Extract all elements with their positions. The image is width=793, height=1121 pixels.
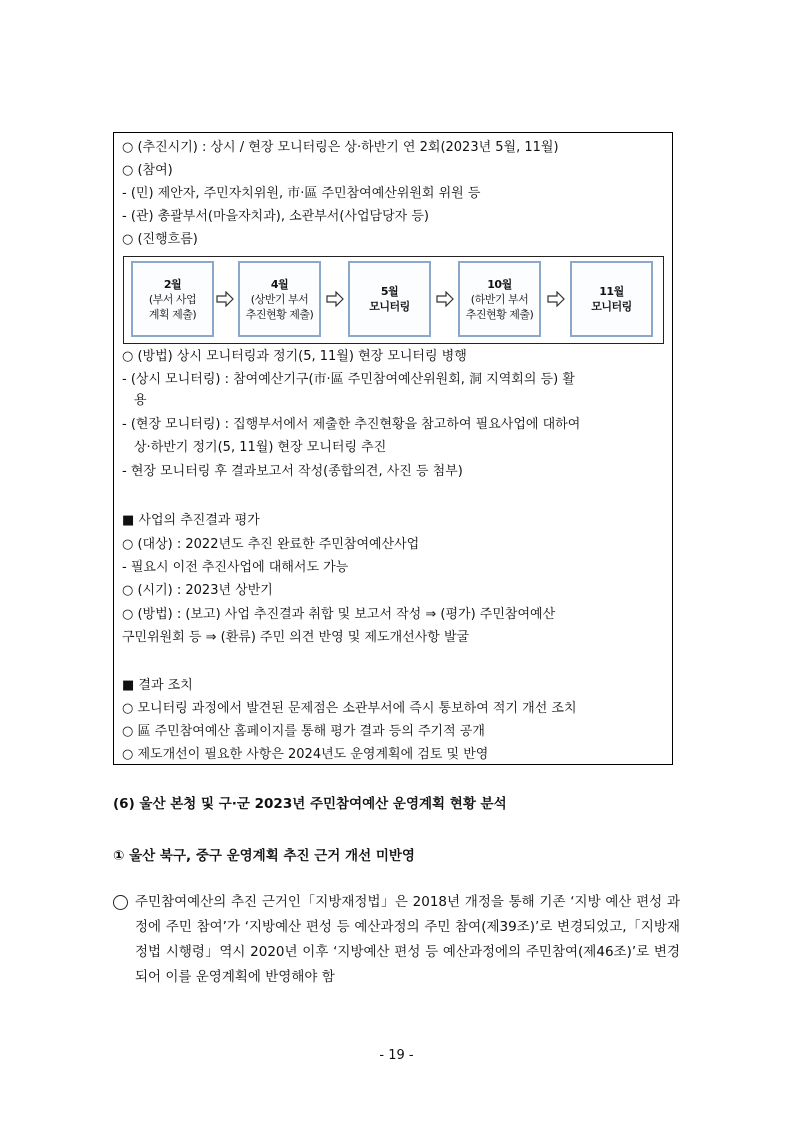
flow-step-line: 추진현황 제출) xyxy=(465,307,534,321)
flow-step-line: 모니터링 xyxy=(591,300,632,313)
page-number: - 19 - xyxy=(379,1048,414,1063)
flow-step xyxy=(348,261,431,337)
box-line: ○ (대상) : 2022년도 추진 완료한 주민참여예산사업 xyxy=(122,537,420,552)
flow-step-line: (부서 사업 xyxy=(148,292,197,306)
flow-step-title: 10월 xyxy=(487,277,512,291)
box-line: - (민) 제안자, 주민자치위원, 市·區 주민참여예산위원회 위원 등 xyxy=(122,186,481,201)
box-line: - 현장 모니터링 후 결과보고서 작성(종합의견, 사진 등 첨부) xyxy=(122,464,463,479)
box-line: ■ 사업의 추진결과 평가 xyxy=(122,513,260,528)
box-line: 상·하반기 정기(5, 11월) 현장 모니터링 추진 xyxy=(134,440,387,455)
flow-step xyxy=(131,261,214,337)
box-line: ○ (방법) : (보고) 사업 추진결과 취합 및 보고서 작성 ⇒ (평가) 주민참여예산 xyxy=(122,607,556,622)
arrow-right-icon xyxy=(547,291,565,307)
box-line: ○ (방법) 상시 모니터링과 정기(5, 11월) 현장 모니터링 병행 xyxy=(122,349,467,364)
arrow-right-icon xyxy=(326,291,344,307)
section-heading: (6) 울산 본청 및 구·군 2023년 주민참여예산 운영계획 현황 분석 xyxy=(113,796,507,812)
flow-step-title: 11월 xyxy=(599,285,624,298)
box-line: ○ (추진시기) : 상시 / 현장 모니터링은 상·하반기 연 2회(2023년 5월, 11월) xyxy=(122,140,559,155)
box-line: - (관) 총괄부서(마을자치과), 소관부서(사업담당자 등) xyxy=(122,209,429,224)
box-line: 구민위원회 등 ⇒ (환류) 주민 의견 반영 및 제도개선사항 발굴 xyxy=(122,630,470,645)
flow-step-title: 5월 xyxy=(380,285,399,298)
flow-step xyxy=(570,261,653,337)
flow-step-title: 4월 xyxy=(270,277,289,291)
box-line: ○ (시기) : 2023년 상반기 xyxy=(122,583,273,598)
box-line: ○ 모니터링 과정에서 발견된 문제점은 소관부서에 즉시 통보하여 적기 개선 조치 xyxy=(122,701,577,716)
flow-step-line: (상반기 부서 xyxy=(250,292,309,306)
box-line: ■ 결과 조치 xyxy=(122,678,193,693)
arrow-right-icon xyxy=(216,291,234,307)
box-line: - (현장 모니터링) : 집행부서에서 제출한 추진현황을 참고하여 필요사업에 대하여 xyxy=(122,417,581,432)
box-line: 용 xyxy=(134,393,147,408)
box-line: - (상시 모니터링) : 참여예산기구(市·區 주민참여예산위원회, 洞 지역회의 등) 활 xyxy=(122,372,575,387)
box-line: ○ 제도개선이 필요한 사항은 2024년도 운영계획에 검토 및 반영 xyxy=(122,747,489,762)
flow-step-line: 모니터링 xyxy=(369,300,410,313)
box-line: ○ (진행흐름) xyxy=(122,232,198,247)
circle-bullet-icon xyxy=(113,895,128,910)
subsection-heading: ① 울산 북구, 중구 운영계획 추진 근거 개선 미반영 xyxy=(113,848,415,864)
body-paragraph: 주민참여예산의 추진 근거인「지방재정법」은 2018년 개정을 통해 기존 ‘지방 예산 편성 과정에 주민 참여’가 ‘지방예산 편성 등 예산과정의 주민 참여(제39조)’로 변경되었고,「지방재정법 시행령」역시 2020년 이후 ‘지방예산 편성 등 예산과정에의 주민참여(제46조)’로 변경되어 이를 운영계획에 반영해야 함 xyxy=(135,894,680,985)
box-line: ○ (참여) xyxy=(122,163,173,178)
flow-step-line: (하반기 부서 xyxy=(470,292,529,306)
arrow-right-icon xyxy=(436,291,454,307)
process-flow xyxy=(123,256,664,344)
box-line: - 필요시 이전 추진사업에 대해서도 가능 xyxy=(122,560,349,575)
box-line: ○ 區 주민참여예산 홈페이지를 통해 평가 결과 등의 주기적 공개 xyxy=(122,724,485,739)
flow-step-line: 추진현황 제출) xyxy=(245,307,314,321)
flow-step-line: 계획 제출) xyxy=(148,307,197,321)
flow-step xyxy=(238,261,321,337)
flow-step xyxy=(458,261,541,337)
flow-step-title: 2월 xyxy=(163,277,182,291)
